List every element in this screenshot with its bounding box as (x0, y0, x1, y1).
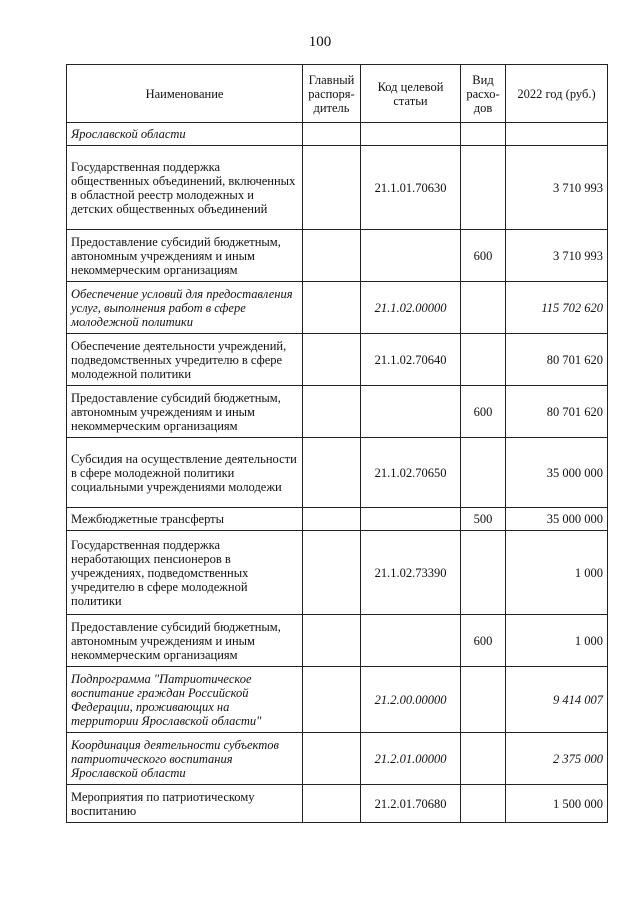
row-name: Межбюджетные трансферты (67, 508, 303, 531)
table-row (67, 438, 608, 508)
row-name: Координация деятельности субъектов патриотического воспитания Ярославской области (67, 733, 303, 785)
row-distributor (303, 334, 361, 386)
row-target-code (361, 230, 461, 282)
row-amount: 3 710 993 (506, 230, 608, 282)
row-expense-type (461, 667, 506, 733)
table-row (67, 146, 608, 230)
table-row (67, 230, 608, 282)
table-row (67, 667, 608, 733)
row-distributor (303, 667, 361, 733)
row-name: Государственная поддержка общественных объединений, включенных в областной реестр молодежных и детских общественных объединений (67, 146, 303, 230)
table-row (67, 508, 608, 531)
row-distributor (303, 282, 361, 334)
row-amount: 1 500 000 (506, 785, 608, 823)
row-expense-type (461, 282, 506, 334)
row-target-code: 21.1.01.70630 (361, 146, 461, 230)
row-expense-type (461, 123, 506, 146)
row-amount: 2 375 000 (506, 733, 608, 785)
row-target-code: 21.2.01.70680 (361, 785, 461, 823)
header-distributor: Главный распоря-дитель (303, 65, 361, 123)
row-name: Предоставление субсидий бюджетным, автономным учреждениям и иным некоммерческим организациям (67, 615, 303, 667)
table-row (67, 785, 608, 823)
row-name: Субсидия на осуществление деятельности в сфере молодежной политики социальными учреждениями молодежи (67, 438, 303, 508)
row-distributor (303, 615, 361, 667)
row-amount (506, 123, 608, 146)
row-target-code: 21.1.02.00000 (361, 282, 461, 334)
row-amount: 80 701 620 (506, 386, 608, 438)
header-expense-type: Вид расхо-дов (461, 65, 506, 123)
row-target-code (361, 386, 461, 438)
header-target-code: Код целевой статьи (361, 65, 461, 123)
row-expense-type (461, 146, 506, 230)
row-distributor (303, 123, 361, 146)
table-row (67, 733, 608, 785)
header-row (67, 65, 608, 123)
row-name: Мероприятия по патриотическому воспитанию (67, 785, 303, 823)
row-amount: 115 702 620 (506, 282, 608, 334)
row-target-code: 21.1.02.73390 (361, 531, 461, 615)
row-expense-type: 600 (461, 230, 506, 282)
row-amount: 3 710 993 (506, 146, 608, 230)
table-row (67, 531, 608, 615)
row-expense-type (461, 785, 506, 823)
row-distributor (303, 531, 361, 615)
row-name: Государственная поддержка неработающих пенсионеров в учреждениях, подведомственных учредителю в сфере молодежной политики (67, 531, 303, 615)
header-year-2022: 2022 год (руб.) (506, 65, 608, 123)
row-amount: 35 000 000 (506, 508, 608, 531)
row-name: Предоставление субсидий бюджетным, автономным учреждениям и иным некоммерческим организациям (67, 386, 303, 438)
budget-table (66, 64, 608, 823)
row-expense-type (461, 438, 506, 508)
row-amount: 9 414 007 (506, 667, 608, 733)
row-distributor (303, 146, 361, 230)
row-name: Подпрограмма "Патриотическое воспитание граждан Российской Федерации, проживающих на территории Ярославской области" (67, 667, 303, 733)
row-target-code: 21.2.00.00000 (361, 667, 461, 733)
row-distributor (303, 386, 361, 438)
row-amount: 35 000 000 (506, 438, 608, 508)
row-target-code: 21.2.01.00000 (361, 733, 461, 785)
row-expense-type: 500 (461, 508, 506, 531)
row-name: Предоставление субсидий бюджетным, автономным учреждениям и иным некоммерческим организациям (67, 230, 303, 282)
row-expense-type: 600 (461, 386, 506, 438)
row-amount: 1 000 (506, 531, 608, 615)
row-amount: 1 000 (506, 615, 608, 667)
header-name: Наименование (67, 65, 303, 123)
row-target-code: 21.1.02.70640 (361, 334, 461, 386)
page-number: 100 (308, 34, 332, 50)
table-row (67, 334, 608, 386)
row-distributor (303, 733, 361, 785)
row-distributor (303, 438, 361, 508)
row-target-code (361, 508, 461, 531)
row-distributor (303, 230, 361, 282)
row-target-code (361, 615, 461, 667)
row-distributor (303, 785, 361, 823)
row-expense-type: 600 (461, 615, 506, 667)
row-name: Обеспечение деятельности учреждений, подведомственных учредителю в сфере молодежной политики (67, 334, 303, 386)
row-expense-type (461, 531, 506, 615)
row-expense-type (461, 733, 506, 785)
row-expense-type (461, 334, 506, 386)
table-body (67, 123, 608, 823)
row-name: Обеспечение условий для предоставления услуг, выполнения работ в сфере молодежной политики (67, 282, 303, 334)
row-distributor (303, 508, 361, 531)
row-target-code (361, 123, 461, 146)
table-row (67, 386, 608, 438)
row-amount: 80 701 620 (506, 334, 608, 386)
table-row (67, 123, 608, 146)
row-name: Ярославской области (67, 123, 303, 146)
table-row (67, 615, 608, 667)
table-row (67, 282, 608, 334)
row-target-code: 21.1.02.70650 (361, 438, 461, 508)
